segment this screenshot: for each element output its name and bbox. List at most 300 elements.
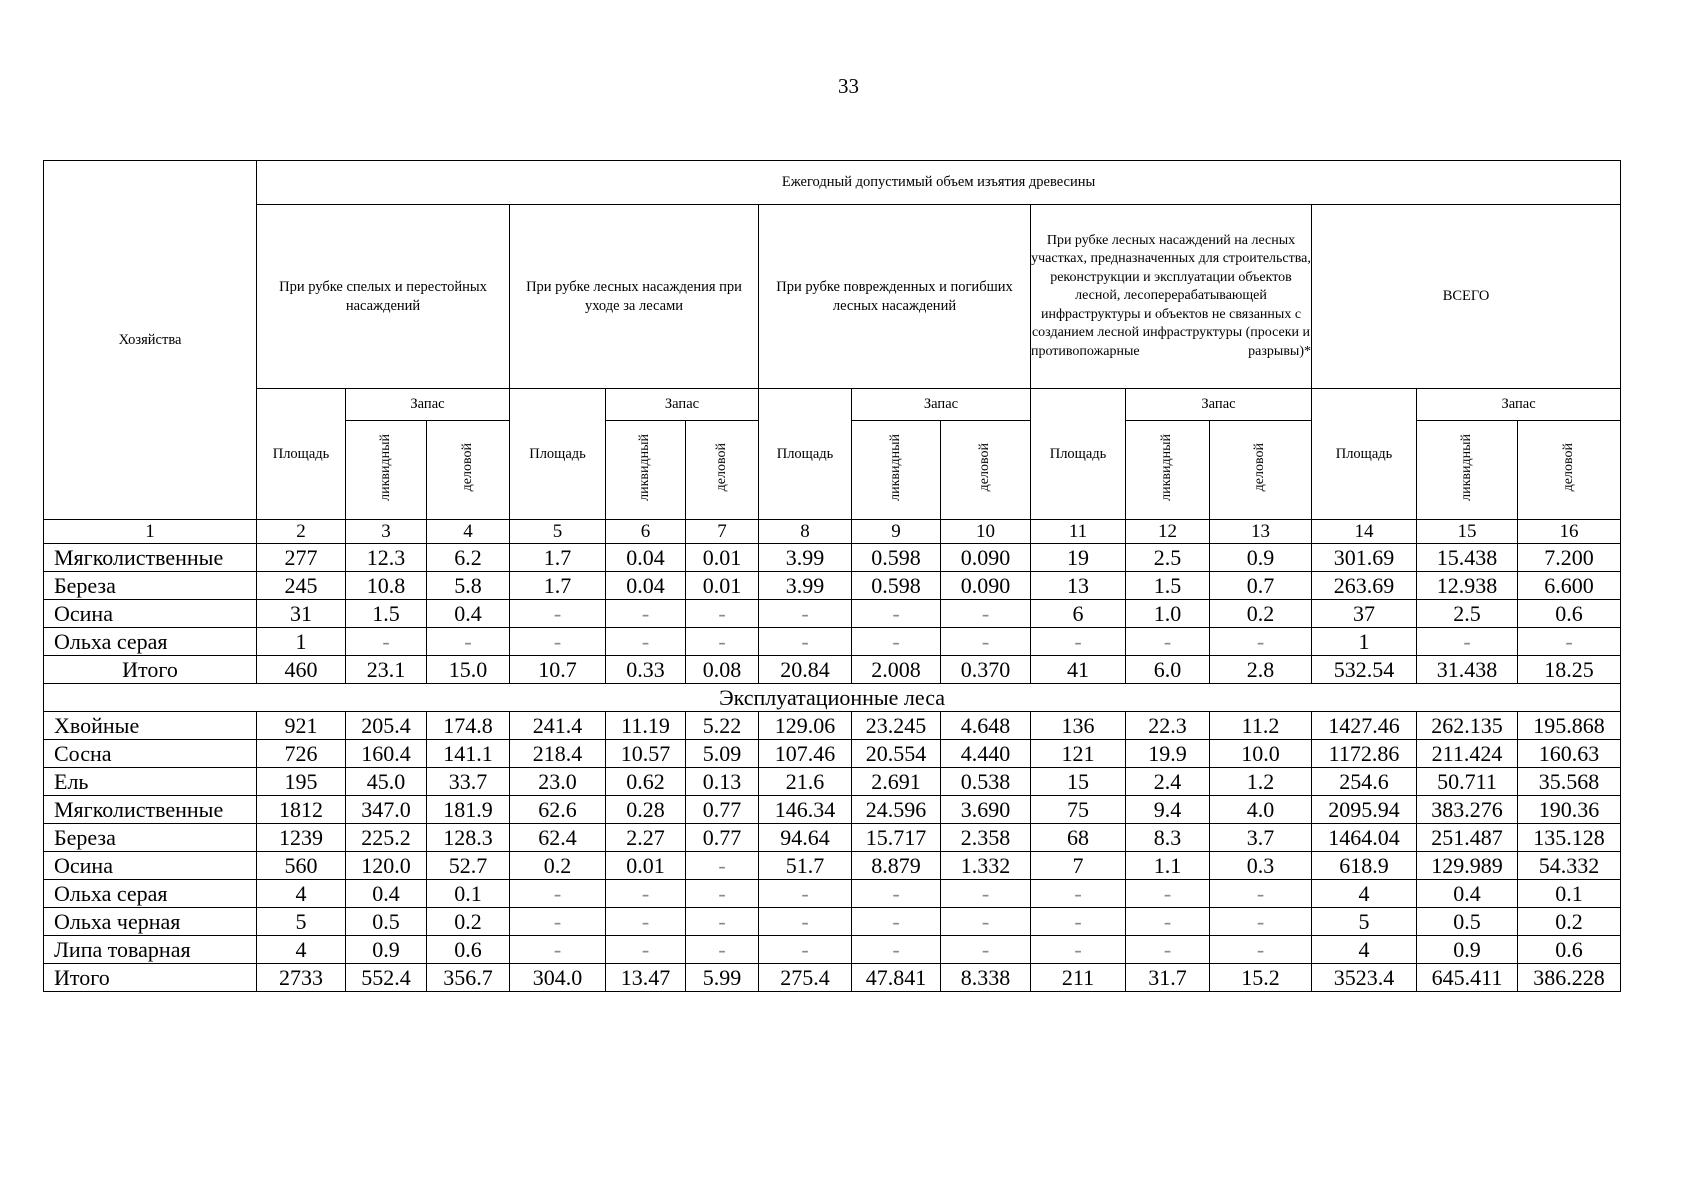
table-cell: 2095.94 [1312,796,1417,824]
table-cell: 0.4 [346,880,427,908]
table-cell: 9.4 [1126,796,1210,824]
liquid-header: ликвидный [1159,433,1175,501]
column-number: 15 [1417,520,1518,544]
table-cell: 921 [257,712,346,740]
table-cell: 1.5 [346,600,427,628]
table-cell: 4 [1312,880,1417,908]
table-cell: 0.598 [852,544,941,572]
stock-header: Запас [1417,389,1621,421]
table-row [44,852,1621,880]
species-name: Липа товарная [44,936,257,964]
table-cell: 4 [257,936,346,964]
table-cell: 4 [257,880,346,908]
table-cell: - [1210,880,1312,908]
table-cell: 68 [1031,824,1126,852]
table-cell: 618.9 [1312,852,1417,880]
table-cell: 0.77 [686,824,759,852]
table-cell: 205.4 [346,712,427,740]
table-cell: - [606,628,686,656]
table-cell: 2.8 [1210,656,1312,684]
table-cell: 11.19 [606,712,686,740]
table-row [44,740,1621,768]
table-row [44,936,1621,964]
species-name: Осина [44,852,257,880]
table-cell: - [346,628,427,656]
table-cell: 129.989 [1417,852,1518,880]
table-cell: 160.63 [1518,740,1621,768]
table-row [44,796,1621,824]
table-cell: 2733 [257,964,346,992]
table-cell: 23.1 [346,656,427,684]
table-cell: 0.370 [941,656,1031,684]
table-cell: 0.04 [606,544,686,572]
timber-harvest-table [43,160,1621,992]
table-cell: 0.7 [1210,572,1312,600]
table-cell: - [510,908,606,936]
species-name: Мягколиственные [44,544,257,572]
table-cell: - [852,908,941,936]
table-cell: 0.538 [941,768,1031,796]
species-name: Итого [44,656,257,684]
table-cell: 645.411 [1417,964,1518,992]
table-cell: 0.08 [686,656,759,684]
table-cell: 10.57 [606,740,686,768]
table-cell: - [427,628,510,656]
table-cell: 0.2 [510,852,606,880]
table-cell: 3.99 [759,544,852,572]
table-cell: 0.3 [1210,852,1312,880]
table-cell: 1.7 [510,572,606,600]
table-cell: 20.554 [852,740,941,768]
table-cell: - [759,936,852,964]
table-cell: 225.2 [346,824,427,852]
table-row [44,656,1621,684]
table-cell: 0.6 [1518,936,1621,964]
table-cell: 52.7 [427,852,510,880]
table-cell: 62.6 [510,796,606,824]
table-cell: 160.4 [346,740,427,768]
table-cell: 1.5 [1126,572,1210,600]
table-row [44,544,1621,572]
column-number: 1 [44,520,257,544]
table-cell: 31.7 [1126,964,1210,992]
table-cell: 1 [1312,628,1417,656]
table-cell: - [852,628,941,656]
area-header: Площадь [510,389,606,520]
column-number: 10 [941,520,1031,544]
table-cell: 5 [1312,908,1417,936]
species-name: Хвойные [44,712,257,740]
table-cell: 2.5 [1126,544,1210,572]
table-cell: 304.0 [510,964,606,992]
table-row [44,768,1621,796]
table-cell: 3523.4 [1312,964,1417,992]
commercial-header-cell [1518,421,1621,520]
table-row [44,572,1621,600]
table-cell: 1812 [257,796,346,824]
table-cell: 10.7 [510,656,606,684]
species-name: Сосна [44,740,257,768]
table-cell: 0.6 [427,936,510,964]
table-cell: 8.338 [941,964,1031,992]
area-header: Площадь [1031,389,1126,520]
table-cell: 0.4 [427,600,510,628]
table-cell: 1172.86 [1312,740,1417,768]
table-cell: 190.36 [1518,796,1621,824]
table-cell: 129.06 [759,712,852,740]
species-name: Итого [44,964,257,992]
table-cell: 120.0 [346,852,427,880]
table-cell: 19 [1031,544,1126,572]
table-cell: - [606,880,686,908]
table-cell: 128.3 [427,824,510,852]
table-cell: - [686,908,759,936]
table-cell: 6.600 [1518,572,1621,600]
table-cell: 0.2 [1518,908,1621,936]
table-cell: - [606,908,686,936]
table-cell: - [1031,936,1126,964]
table-cell: 0.5 [346,908,427,936]
table-cell: 23.245 [852,712,941,740]
table-cell: 0.28 [606,796,686,824]
table-cell: 0.77 [686,796,759,824]
table-cell: - [510,880,606,908]
species-name: Ольха серая [44,628,257,656]
table-cell: 2.27 [606,824,686,852]
table-row [44,824,1621,852]
table-cell: 75 [1031,796,1126,824]
table-cell: - [510,936,606,964]
table-cell: 383.276 [1417,796,1518,824]
section-title: Эксплуатационные леса [44,684,1621,712]
table-cell: - [686,880,759,908]
table-cell: 12.938 [1417,572,1518,600]
column-number: 2 [257,520,346,544]
table-cell: 241.4 [510,712,606,740]
table-cell: 54.332 [1518,852,1621,880]
table-cell: 1 [257,628,346,656]
table-cell: 24.596 [852,796,941,824]
table-cell: 0.090 [941,544,1031,572]
table-cell: - [759,628,852,656]
table-cell: - [1210,908,1312,936]
table-cell: 277 [257,544,346,572]
table-cell: - [1031,908,1126,936]
table-cell: 0.04 [606,572,686,600]
table-cell: 10.0 [1210,740,1312,768]
table-cell: 181.9 [427,796,510,824]
table-cell: 0.090 [941,572,1031,600]
table-cell: - [686,936,759,964]
table-cell: 62.4 [510,824,606,852]
table-row [44,600,1621,628]
table-cell: 35.568 [1518,768,1621,796]
column-number: 3 [346,520,427,544]
table-cell: 560 [257,852,346,880]
table-cell: - [1031,628,1126,656]
species-name: Мягколиственные [44,796,257,824]
stock-header: Запас [1126,389,1312,421]
column-number: 5 [510,520,606,544]
commercial-header-cell [427,421,510,520]
table-cell: - [941,880,1031,908]
table-cell: 0.01 [686,572,759,600]
table-cell: 8.3 [1126,824,1210,852]
table-cell: 1.2 [1210,768,1312,796]
table-cell: 22.3 [1126,712,1210,740]
table-cell: 1239 [257,824,346,852]
table-cell: 347.0 [346,796,427,824]
commercial-header: деловой [713,442,729,492]
species-name: Ель [44,768,257,796]
table-cell: 6.2 [427,544,510,572]
table-cell: 3.7 [1210,824,1312,852]
table-cell: 0.33 [606,656,686,684]
table-cell: - [1126,628,1210,656]
table-cell: 107.46 [759,740,852,768]
commercial-header: деловой [1252,442,1268,492]
species-name: Ольха черная [44,908,257,936]
column-number: 16 [1518,520,1621,544]
table-cell: - [1126,880,1210,908]
table-cell: 7 [1031,852,1126,880]
table-cell: 23.0 [510,768,606,796]
stock-header: Запас [852,389,1031,421]
table-cell: 0.1 [1518,880,1621,908]
table-cell: 121 [1031,740,1126,768]
table-cell: 5.8 [427,572,510,600]
column-number: 11 [1031,520,1126,544]
table-cell: - [686,852,759,880]
table-cell: 245 [257,572,346,600]
table-cell: - [606,936,686,964]
table-cell: 5.09 [686,740,759,768]
group-header-damaged: При рубке поврежденных и погибших лесных насаждений [759,205,1031,389]
group-header-care: При рубке лесных насаждения при уходе за лесами [510,205,759,389]
liquid-header: ликвидный [637,433,653,501]
table-row [44,880,1621,908]
table-cell: 6.0 [1126,656,1210,684]
table-cell: 218.4 [510,740,606,768]
table-cell: 1.332 [941,852,1031,880]
commercial-header-cell [686,421,759,520]
table-cell: 2.4 [1126,768,1210,796]
table-cell: 0.2 [1210,600,1312,628]
table-cell: - [941,936,1031,964]
table-cell: 10.8 [346,572,427,600]
table-cell: 195.868 [1518,712,1621,740]
table-cell: 11.2 [1210,712,1312,740]
table-cell: 174.8 [427,712,510,740]
area-header: Площадь [759,389,852,520]
stock-header: Запас [346,389,510,421]
table-cell: 1.7 [510,544,606,572]
column-number: 4 [427,520,510,544]
group-header-mature: При рубке спелых и перестойных насаждений [257,205,510,389]
farms-header: Хозяйства [44,161,257,520]
table-cell: 726 [257,740,346,768]
table-cell: 0.9 [1417,936,1518,964]
table-cell: - [510,628,606,656]
table-cell: 195 [257,768,346,796]
table-row [44,908,1621,936]
table-cell: 4 [1312,936,1417,964]
table-cell: 275.4 [759,964,852,992]
table-cell: 5.22 [686,712,759,740]
liquid-header-cell [606,421,686,520]
liquid-header-cell [1126,421,1210,520]
table-cell: 19.9 [1126,740,1210,768]
table-cell: 47.841 [852,964,941,992]
commercial-header-cell [941,421,1031,520]
table-cell: 18.25 [1518,656,1621,684]
table-cell: 0.1 [427,880,510,908]
table-cell: 0.598 [852,572,941,600]
table-cell: 2.358 [941,824,1031,852]
table-cell: 94.64 [759,824,852,852]
commercial-header: деловой [1560,442,1576,492]
table-cell: 460 [257,656,346,684]
table-cell: 1427.46 [1312,712,1417,740]
column-number: 6 [606,520,686,544]
liquid-header: ликвидный [377,433,393,501]
table-cell: - [941,908,1031,936]
table-cell: 2.691 [852,768,941,796]
table-cell: 263.69 [1312,572,1417,600]
stock-header: Запас [606,389,759,421]
table-cell: 356.7 [427,964,510,992]
table-cell: - [759,908,852,936]
species-name: Береза [44,572,257,600]
table-cell: 135.128 [1518,824,1621,852]
table-cell: 45.0 [346,768,427,796]
table-cell: - [852,880,941,908]
column-number: 14 [1312,520,1417,544]
table-cell: - [686,628,759,656]
table-cell: 15.0 [427,656,510,684]
column-number: 7 [686,520,759,544]
column-number: 8 [759,520,852,544]
liquid-header-cell [852,421,941,520]
table-cell: 31 [257,600,346,628]
table-cell: 552.4 [346,964,427,992]
commercial-header: деловой [977,442,993,492]
table-cell: 33.7 [427,768,510,796]
table-cell: 0.4 [1417,880,1518,908]
table-cell: - [606,600,686,628]
table-cell: 51.7 [759,852,852,880]
table-cell: - [1031,880,1126,908]
table-cell: - [1210,628,1312,656]
liquid-header: ликвидный [1458,433,1474,501]
table-row [44,712,1621,740]
table-cell: - [941,600,1031,628]
table-cell: 1.1 [1126,852,1210,880]
table-cell: - [852,936,941,964]
table-cell: 2.008 [852,656,941,684]
table-cell: 0.6 [1518,600,1621,628]
table-cell: - [941,628,1031,656]
table-cell: - [759,600,852,628]
table-cell: 15.717 [852,824,941,852]
table-cell: 4.648 [941,712,1031,740]
commercial-header-cell [1210,421,1312,520]
table-cell: 15.2 [1210,964,1312,992]
table-cell: 15 [1031,768,1126,796]
table-row [44,628,1621,656]
liquid-header: ликвидный [887,433,903,501]
table-cell: 12.3 [346,544,427,572]
table-cell: 0.01 [686,544,759,572]
table-cell: - [1518,628,1621,656]
group-header-infrastructure: При рубке лесных насаждений на лесных участках, предназначенных для строительства, реконструкции и эксплуатации объектов лесной, лесоперерабатывающей инфраструктуры и объектов не связанных с созданием лесной инфраструктуры (просеки и противопожарные разрывы)* [1031,205,1312,389]
table-cell: 211 [1031,964,1126,992]
table-cell: - [759,880,852,908]
annual-volume-header: Ежегодный допустимый объем изъятия древесины [257,161,1621,205]
table-cell: - [852,600,941,628]
table-cell: 21.6 [759,768,852,796]
table-cell: 41 [1031,656,1126,684]
species-name: Береза [44,824,257,852]
table-cell: 254.6 [1312,768,1417,796]
table-cell: 146.34 [759,796,852,824]
group-header-total: ВСЕГО [1312,205,1621,389]
column-number: 9 [852,520,941,544]
area-header: Площадь [257,389,346,520]
table-cell: - [686,600,759,628]
table-row [44,964,1621,992]
table-cell: - [1126,908,1210,936]
table-cell: 0.2 [427,908,510,936]
column-number: 12 [1126,520,1210,544]
table-cell: 386.228 [1518,964,1621,992]
table-cell: 13 [1031,572,1126,600]
table-cell: 141.1 [427,740,510,768]
table-cell: 2.5 [1417,600,1518,628]
table-cell: 50.711 [1417,768,1518,796]
table-cell: 20.84 [759,656,852,684]
page-number: 33 [838,74,859,98]
table-cell: 8.879 [852,852,941,880]
liquid-header-cell [346,421,427,520]
table-cell: 37 [1312,600,1417,628]
table-cell: 1.0 [1126,600,1210,628]
area-header: Площадь [1312,389,1417,520]
table-cell: 0.9 [1210,544,1312,572]
column-number: 13 [1210,520,1312,544]
table-cell: 0.13 [686,768,759,796]
table-cell: 4.440 [941,740,1031,768]
table-cell: - [1417,628,1518,656]
table-cell: 211.424 [1417,740,1518,768]
species-name: Ольха серая [44,880,257,908]
table-cell: 3.99 [759,572,852,600]
table-cell: 251.487 [1417,824,1518,852]
table-cell: 6 [1031,600,1126,628]
table-cell: 15.438 [1417,544,1518,572]
table-cell: - [510,600,606,628]
table-cell: 5 [257,908,346,936]
table-cell: - [1210,936,1312,964]
table-cell: - [1126,936,1210,964]
table-cell: 31.438 [1417,656,1518,684]
table-cell: 13.47 [606,964,686,992]
table-cell: 0.01 [606,852,686,880]
table-cell: 532.54 [1312,656,1417,684]
table-cell: 4.0 [1210,796,1312,824]
table-cell: 136 [1031,712,1126,740]
table-cell: 301.69 [1312,544,1417,572]
